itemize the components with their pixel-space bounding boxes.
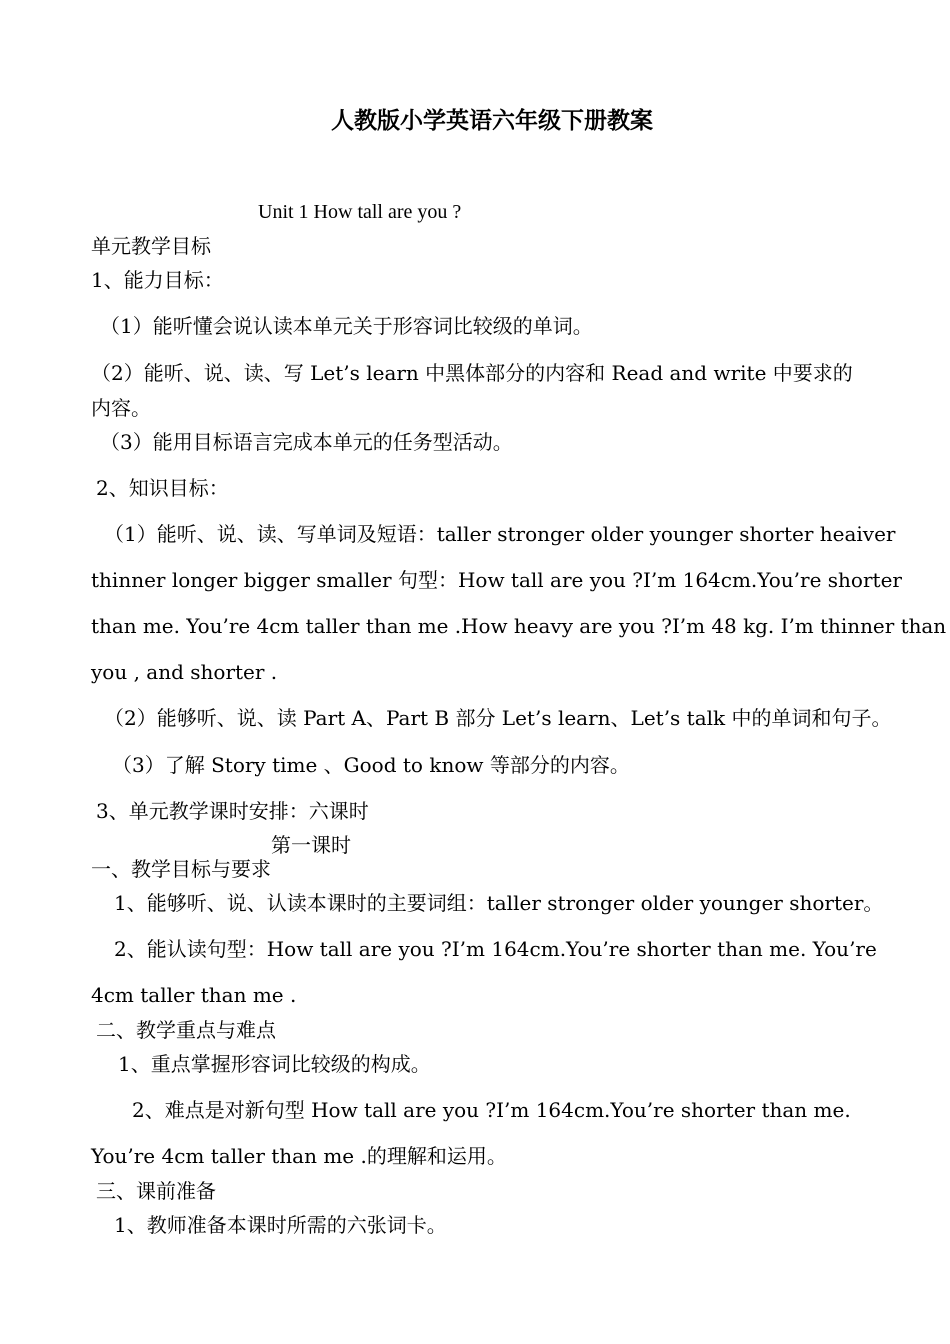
text-line: thinner longer bigger smaller 句型：How tall are you ?I’m 164cm.You’re shorter [91, 568, 902, 592]
document-title: 人教版小学英语六年级下册教案 [331, 107, 653, 134]
text-line: 2、难点是对新句型 How tall are you ?I’m 164cm.You’re shorter than me. [132, 1098, 851, 1122]
text-line: 2、能认读句型：How tall are you ?I’m 164cm.You’re shorter than me. You’re [114, 937, 877, 961]
section-heading: 一、教学目标与要求 [91, 857, 271, 881]
text-line: （2）能听、说、读、写 Let’s learn 中黑体部分的内容和 Read and write 中要求的 [91, 361, 853, 385]
text-line: 1、能够听、说、认读本课时的主要词组：taller stronger older younger shorter。 [114, 891, 884, 915]
text-line: 1、教师准备本课时所需的六张词卡。 [114, 1213, 447, 1237]
text-line: （3）能用目标语言完成本单元的任务型活动。 [100, 430, 513, 454]
lesson-heading: 第一课时 [271, 833, 351, 857]
text-line: 2、知识目标： [96, 476, 229, 500]
text-line: 4cm taller than me . [91, 983, 297, 1007]
unit-heading: Unit 1 How tall are you ? [258, 201, 462, 223]
section-heading: 二、教学重点与难点 [96, 1018, 276, 1042]
text-line: 3、单元教学课时安排：六课时 [96, 799, 369, 823]
text-line: than me. You’re 4cm taller than me .How heavy are you ?I’m 48 kg. I’m thinner than [91, 614, 947, 638]
text-line: （2）能够听、说、读 Part A、Part B 部分 Let’s learn、Let’s talk 中的单词和句子。 [104, 706, 892, 730]
text-line: 1、重点掌握形容词比较级的构成。 [118, 1052, 431, 1076]
text-line: 内容。 [91, 396, 151, 420]
text-line: （1）能听、说、读、写单词及短语：taller stronger older younger shorter heaiver [104, 522, 896, 546]
text-line: （1）能听懂会说认读本单元关于形容词比较级的单词。 [100, 314, 593, 338]
text-line: you , and shorter . [91, 660, 278, 684]
text-line: 1、能力目标： [91, 268, 224, 292]
section-heading-unit-goals: 单元教学目标 [91, 234, 211, 258]
section-heading: 三、课前准备 [96, 1179, 216, 1203]
text-line: You’re 4cm taller than me .的理解和运用。 [91, 1144, 507, 1168]
text-line: （3）了解 Story time 、Good to know 等部分的内容。 [112, 753, 630, 777]
